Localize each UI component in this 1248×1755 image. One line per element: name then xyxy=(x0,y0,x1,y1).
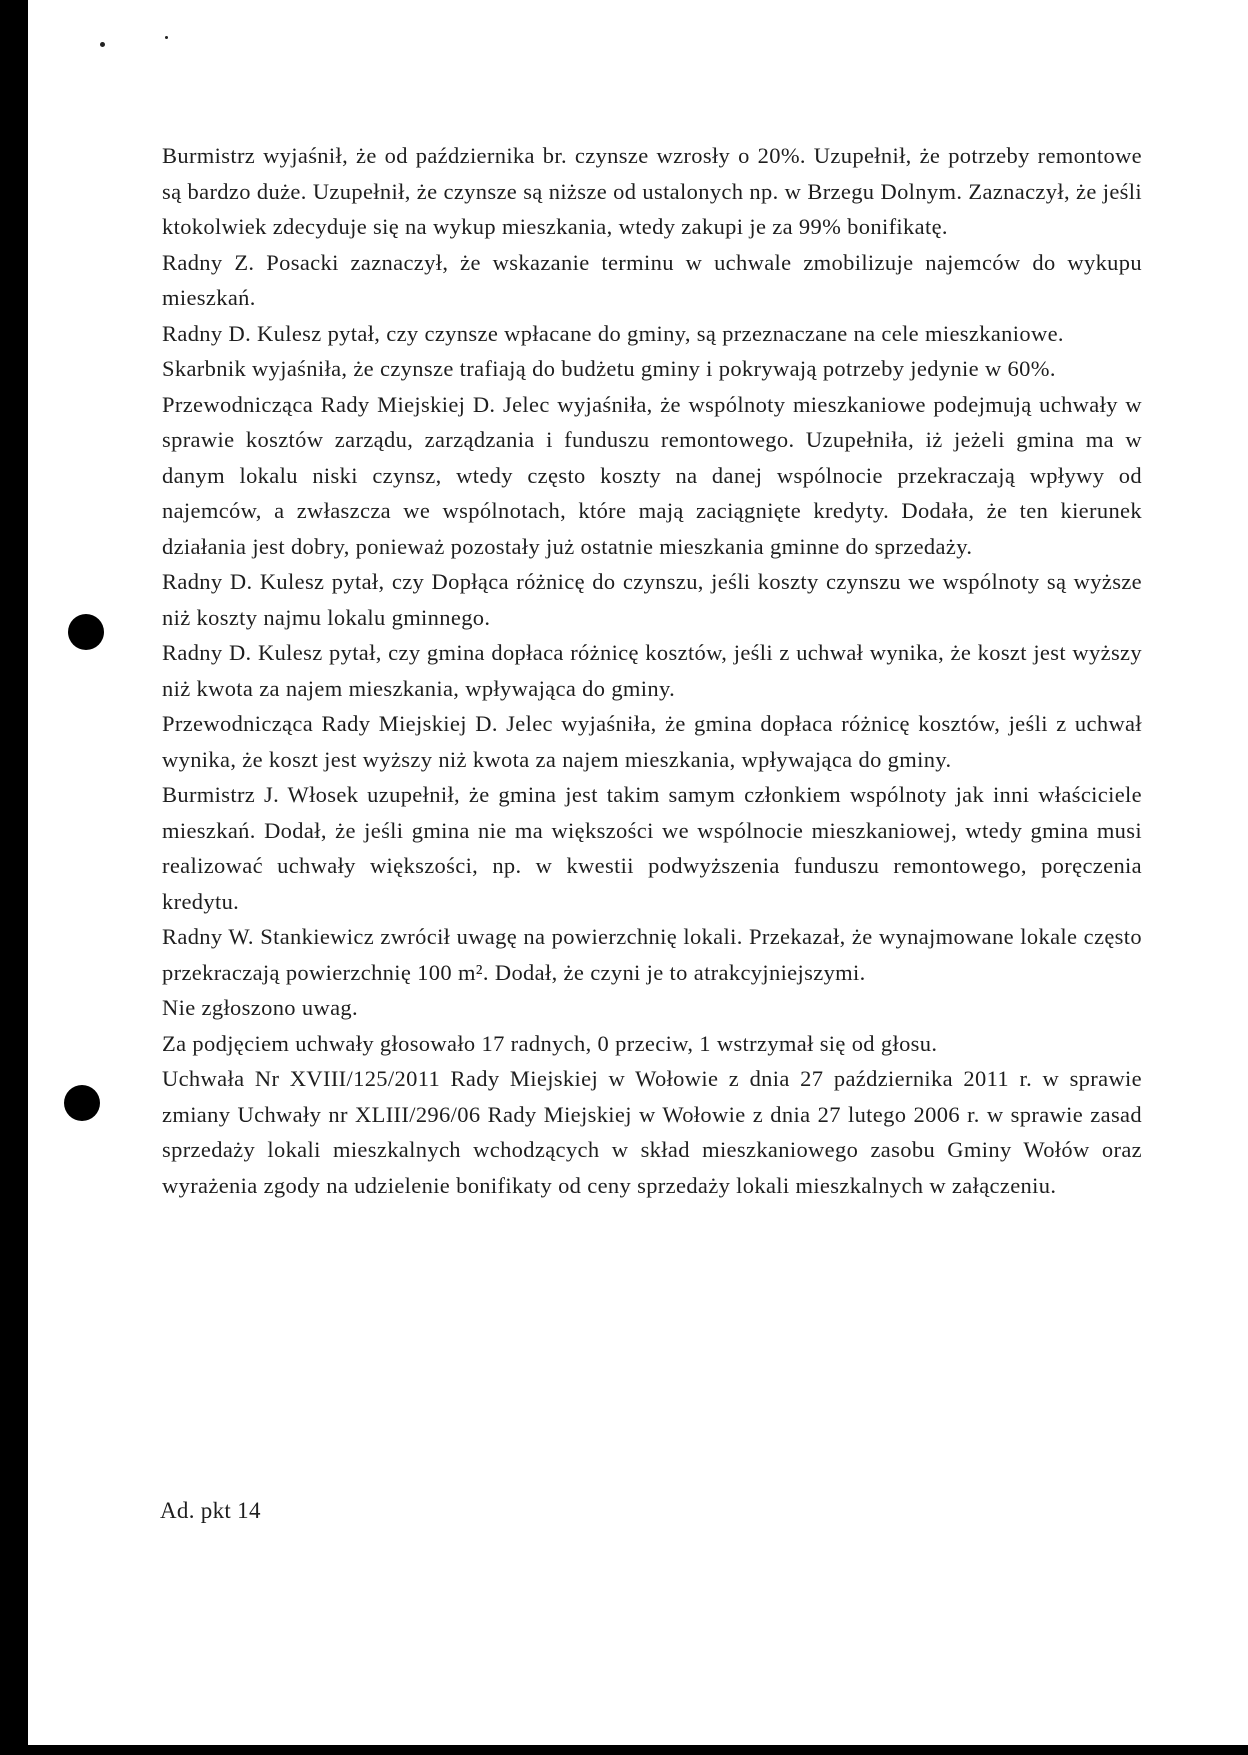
paragraph-no-remarks: Nie zgłoszono uwag. xyxy=(162,995,358,1020)
scan-edge-left xyxy=(0,0,28,1755)
paragraph-resolution: Uchwała Nr XVIII/125/2011 Rady Miejskiej w Wołowie z dnia 27 października 2011 r. w sprawie zmiany Uchwały nr XLIII/296/06 Rady Miejskiej w Wołowie z dnia 27 lutego 2006 r. w sprawie zasad sprzedaży lokali mieszkalnych wchodzących w skład mieszkaniowego zasobu Gminy Wołów oraz wyrażenia zgody na udzielenie bonifikaty od ceny sprzedaży lokali mieszkalnych w załączeniu. xyxy=(162,1066,1142,1198)
paragraph-posacki: Radny Z. Posacki zaznaczył, że wskazanie terminu w uchwale zmobilizuje najemców do wykupu mieszkań. xyxy=(162,249,1142,310)
paragraph-jelec-1: Przewodnicząca Rady Miejskiej D. Jelec wyjaśniła, że wspólnoty mieszkaniowe podejmują uchwały w sprawie kosztów zarządu, zarządzania i funduszu remontowego. Uzupełniła, iż jeżeli gmina ma w danym lokalu niski czynsz, wtedy często koszty na danej wspólnocie przekraczają wpływy od najemców, a zwłaszcza we wspólnotach, które mają zaciągnięte kredyty. Dodała, że ten kierunek działania jest dobry, ponieważ pozostały już ostatnie mieszkania gminne do sprzedaży. xyxy=(162,391,1142,559)
section-reference: Ad. pkt 14 xyxy=(160,1498,261,1523)
paragraph-skarbnik: Skarbnik wyjaśniła, że czynsze trafiają do budżetu gminy i pokrywają potrzeby jedynie w 60%. xyxy=(162,356,1056,381)
paragraph-jelec-2: Przewodnicząca Rady Miejskiej D. Jelec wyjaśniła, że gmina dopłaca różnicę kosztów, jeśli z uchwał wynika, że koszt jest wyższy niż kwota za najem mieszkania, wpływająca do gminy. xyxy=(162,711,1142,772)
paragraph-stankiewicz: Radny W. Stankiewicz zwrócił uwagę na powierzchnię lokali. Przekazał, że wynajmowane lokale często przekraczają powierzchnię 100 m². Dodał, że czyni je to atrakcyjniejszymi. xyxy=(162,924,1142,985)
paragraph-kulesz-question-3: Radny D. Kulesz pytał, czy gmina dopłaca różnicę kosztów, jeśli z uchwał wynika, że koszt jest wyższy niż kwota za najem mieszkania, wpływająca do gminy. xyxy=(162,640,1142,701)
paragraph-wlosek: Burmistrz J. Włosek uzupełnił, że gmina jest takim samym członkiem wspólnoty jak inni właściciele mieszkań. Dodał, że jeśli gmina nie ma większości we wspólnocie mieszkaniowej, wtedy gmina musi realizować uchwały większości, np. w kwestii podwyższenia funduszu remontowego, poręczenia kredytu. xyxy=(162,782,1142,914)
paragraph-burmistrz-czynsze: Burmistrz wyjaśnił, że od października br. czynsze wzrosły o 20%. Uzupełnił, że potrzeby remontowe są bardzo duże. Uzupełnił, że czynsze są niższe od ustalonych np. w Brzegu Dolnym. Zaznaczył, że jeśli ktokolwiek zdecyduje się na wykup mieszkania, wtedy zakupi je za 99% bonifikatę. xyxy=(162,143,1142,239)
punch-hole-icon xyxy=(68,614,104,650)
scan-speck xyxy=(100,42,105,47)
paragraph-kulesz-question-2: Radny D. Kulesz pytał, czy Dopłąca różnicę do czynszu, jeśli koszty czynszu we wspólnoty są wyższe niż koszty najmu lokalu gminnego. xyxy=(162,569,1142,630)
paragraph-kulesz-question-1: Radny D. Kulesz pytał, czy czynsze wpłacane do gminy, są przeznaczane na cele mieszkaniowe. xyxy=(162,320,1064,346)
scan-speck xyxy=(165,36,168,39)
punch-hole-icon xyxy=(64,1085,100,1121)
scan-edge-bottom xyxy=(0,1745,1248,1755)
document-body xyxy=(162,138,1142,1203)
paragraph-vote-result: Za podjęciem uchwały głosowało 17 radnych, 0 przeciw, 1 wstrzymał się od głosu. xyxy=(162,1030,938,1056)
